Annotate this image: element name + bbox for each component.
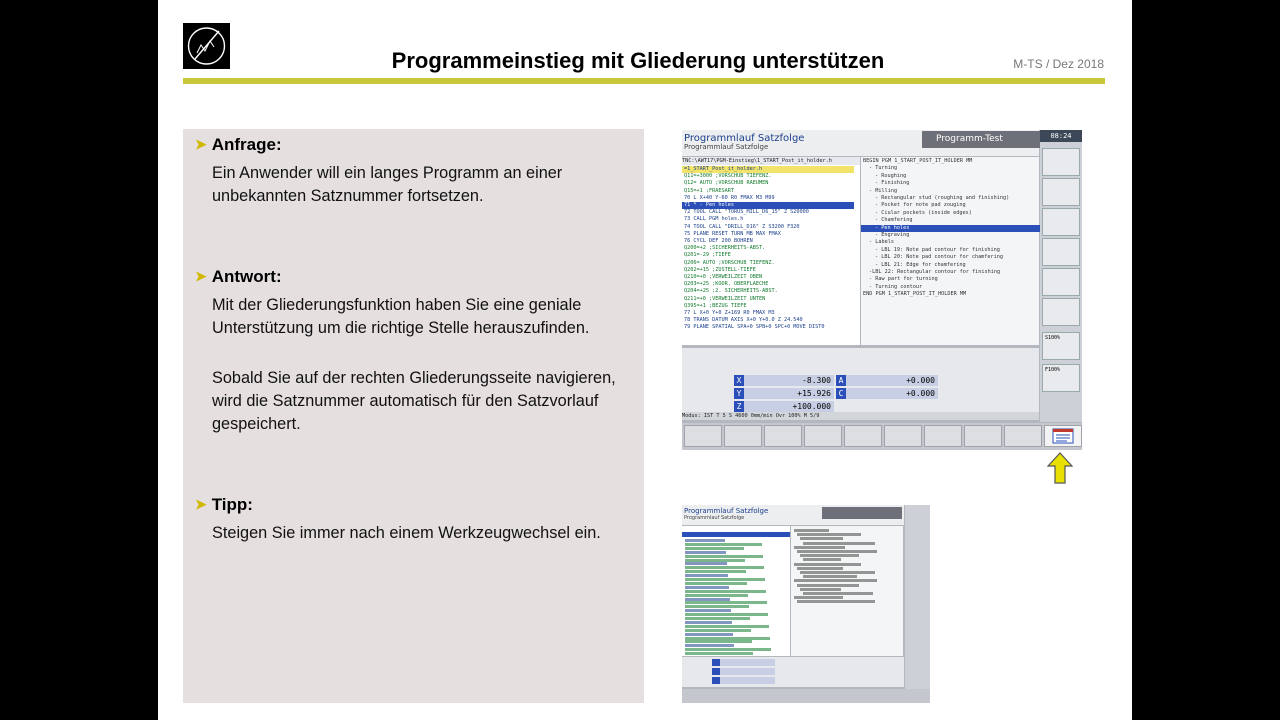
cnc-outline-line: - Engraving [875, 232, 910, 238]
cnc-axis-value: +0.000 [846, 388, 938, 399]
cnc2-header-subtitle: Programmlauf Satzfolge [684, 515, 745, 521]
cnc-outline-panel [861, 157, 1039, 345]
cnc-program-path: TNC:\AWT17\PGM-Einstieg\1_START_Post_it_holder.h [682, 157, 860, 165]
cnc-outline-line: - Turning contour [869, 283, 923, 290]
cnc2-line [685, 547, 744, 550]
cnc-screenshot-main [682, 130, 1082, 450]
cnc2-position-display [682, 657, 904, 687]
cnc2-line [685, 605, 749, 608]
cnc-program-line: Q201=-29 ;TIEFE [684, 252, 731, 259]
cnc-program-line: 74 TOOL CALL "DRILL_D16" Z S3200 F320 [684, 223, 800, 230]
cnc-axis-value: -8.300 [744, 375, 834, 386]
slide [158, 0, 1132, 720]
cnc2-line [685, 648, 771, 651]
cnc2-line [685, 637, 770, 640]
cnc2-line [685, 613, 768, 616]
cnc-axis-label: A [836, 375, 846, 386]
cnc-program-line: Q395=+1 ;BEZUG TIEFE [684, 302, 747, 309]
cnc2-line [685, 578, 765, 581]
cnc-softkey [684, 425, 722, 447]
cnc-outline-line: - Pen holes [861, 225, 1051, 232]
cnc2-line [794, 546, 845, 549]
cnc-softkey [884, 425, 922, 447]
cnc-spindle-override: S100% [1042, 332, 1080, 360]
cnc2-line [685, 539, 725, 542]
cnc-outline-line: - LBL 19: Note pad contour for finishing [875, 246, 1000, 253]
cnc-program-line: 78 TRANS DATUM AXIS X+0 Y+0.0 Z 24.540 [684, 317, 803, 324]
arrow-bullet-icon: ➤ [195, 268, 207, 284]
cnc-axis-value: +0.000 [846, 375, 938, 386]
cnc2-axis-value [720, 668, 775, 675]
cnc2-line [800, 554, 859, 557]
cnc2-line [797, 567, 843, 570]
cnc-softkey-bar [682, 423, 1082, 450]
cnc-outline-line: BEGIN PGM 1_START_POST_IT_HOLDER MM [863, 158, 973, 164]
cnc-side-button [1042, 298, 1080, 326]
cnc-mode-tab: Programm-Test [922, 131, 1040, 148]
cnc-program-line: =1_START_Post_it_holder.h [682, 166, 854, 173]
slide-title: Programmeinstieg mit Gliederung unterstützen [391, 48, 885, 73]
content-box [183, 129, 644, 703]
cnc-axis-label: Y [734, 388, 744, 399]
cnc-outline-line: - Roughing [875, 172, 907, 179]
cnc-softkey [844, 425, 882, 447]
cnc2-line [800, 588, 841, 591]
cnc2-line [797, 600, 875, 603]
cnc2-line [794, 563, 861, 566]
cnc2-line [685, 629, 751, 632]
cnc-side-button [1042, 178, 1080, 206]
cnc2-line [685, 551, 726, 554]
cnc2-line [685, 652, 753, 655]
cnc-softkey [964, 425, 1002, 447]
cnc2-line [794, 579, 877, 582]
cnc2-line [685, 640, 752, 643]
cnc2-line [685, 594, 748, 597]
cnc-side-button [1042, 238, 1080, 266]
cnc2-line [803, 542, 875, 545]
cnc2-mode-tab [822, 507, 902, 519]
cnc-program-line: Q204=+25 ;2. SICHERHEITS-ABST. [684, 288, 778, 295]
cnc2-axis-label [712, 659, 720, 666]
cnc2-axis-label [712, 677, 720, 684]
cnc-outline-line: - LBL 21: Edge for chamfering [875, 261, 966, 268]
cnc2-line [685, 543, 762, 546]
cnc-softkey [1004, 425, 1042, 447]
cnc-status-line: Modus: IST T 5 S 4600 0mm/min Ovr 100% M 5/9 [682, 412, 1039, 420]
cnc2-line [685, 644, 734, 647]
cnc-outline-line: - Labels [869, 239, 894, 246]
section-heading-anfrage: ➤ Anfrage: [195, 135, 282, 154]
cnc-program-line: Q203=+25 ;KOOR. OBERFLAECHE [684, 281, 769, 288]
cnc2-line [685, 586, 729, 589]
cnc2-line [685, 621, 732, 624]
arrow-bullet-icon: ➤ [195, 496, 207, 512]
cnc2-right-softkeys [905, 505, 930, 689]
cnc2-line [794, 529, 829, 532]
cnc-softkey [804, 425, 842, 447]
cnc-program-line: 79 PLANE SPATIAL SPA+0 SPB+0 SPC+0 MOVE DIST0 [684, 324, 825, 331]
cnc-program-line: 71 * - Pen holes [682, 202, 854, 209]
cnc-program-line: 77 L X+0 Y+0 Z+169 R0 FMAX M3 [684, 310, 775, 316]
cnc-right-softkeys [1040, 142, 1082, 422]
cnc-clock: 08:24 [1040, 130, 1082, 142]
cnc-outline-line: - Raw part for turning [869, 276, 938, 283]
cnc2-line [803, 558, 841, 561]
section-text-anfrage: Ein Anwender will ein langes Programm an einer unbekannten Satznummer fortsetzen. [212, 164, 563, 205]
cnc2-line [685, 566, 764, 569]
slide-meta: M-TS / Dez 2018 [1013, 57, 1104, 71]
cnc-program-line: 75 PLANE RESET TURN MB MAX FMAX [684, 230, 781, 237]
cnc2-program-panel [682, 526, 790, 656]
cnc2-line [685, 609, 731, 612]
section-heading-antwort: ➤ Antwort: [195, 267, 282, 286]
cnc2-line [685, 601, 767, 604]
cnc-axis-value: +100.000 [744, 401, 834, 412]
cnc-program-line: Q210=+0 ;VERWEILZEIT OBEN [684, 274, 763, 280]
cnc2-line [685, 617, 750, 620]
cnc-outline-line: - LBL 20: Note pad contour for chamfering [875, 254, 1004, 261]
section-text-tipp: Steigen Sie immer nach einem Werkzeugwechsel ein. [212, 524, 601, 542]
cnc2-outline-panel [791, 526, 903, 656]
cnc-softkey [924, 425, 962, 447]
section-heading-tipp: ➤ Tipp: [195, 495, 253, 514]
up-arrow-icon [1047, 452, 1073, 489]
cnc-program-line: Q211=+0 ;VERWEILZEIT UNTEN [684, 295, 766, 302]
cnc2-line [685, 582, 747, 585]
arrow-bullet-icon: ➤ [195, 136, 207, 152]
cnc-side-button [1042, 208, 1080, 236]
cnc2-selected-line [682, 532, 790, 537]
cnc-outline-line: -LBL 22: Rectangular contour for finishing [869, 269, 1001, 275]
cnc-program-line: 73 CALL PGM holes.h [684, 216, 744, 223]
cnc-program-line: Q202=+15 ;ZUSTELL-TIEFE [684, 266, 756, 273]
cnc-screenshot-secondary [682, 505, 930, 703]
cnc2-line [797, 584, 859, 587]
cnc-program-line: Q11=+3000 ;VORSCHUB TIEFENZ. [684, 173, 772, 180]
cnc-side-button [1042, 148, 1080, 176]
cnc2-line [685, 555, 763, 558]
cnc-axis-label: X [734, 375, 744, 386]
cnc-outline-line: - Pocket for note pad zouging [875, 202, 966, 209]
cnc-program-line: 70 L X+40 Y-60 R0 FMAX M3 M99 [684, 194, 775, 201]
cnc-outline-line: - Turning [869, 165, 898, 172]
cnc2-line [685, 574, 728, 577]
cnc2-line [685, 562, 727, 565]
cnc-outline-line: END PGM 1_START_POST_IT_HOLDER MM [863, 291, 967, 298]
cnc2-line [685, 625, 769, 628]
cnc2-line [800, 537, 843, 540]
cnc2-header-title: Programmlauf Satzfolge [684, 507, 769, 515]
section-text-antwort-1: Mit der Gliederungsfunktion haben Sie eine geniale Unterstützung um die richtige Stelle herauszufinden. [212, 296, 590, 337]
cnc2-line [794, 596, 843, 599]
cnc-outline-line: - Ciular pockets (inside edges) [875, 209, 972, 216]
cnc2-line [685, 633, 733, 636]
cnc-outline-line: - Rectangular stud (roughing and finishing) [875, 195, 1010, 201]
cnc-outline-softkey [1044, 425, 1082, 447]
cnc-header [682, 130, 1039, 156]
cnc2-axis-value [720, 659, 775, 666]
cnc2-line [797, 533, 861, 536]
cnc2-line [685, 598, 730, 601]
cnc2-line [685, 559, 745, 562]
cnc2-line [797, 550, 877, 553]
cnc2-line [803, 592, 873, 595]
title-rule [183, 78, 1105, 84]
cnc2-axis-value [720, 677, 775, 684]
cnc-header-title: Programmlauf Satzfolge [684, 133, 805, 144]
cnc2-line [803, 575, 857, 578]
cnc-softkey [724, 425, 762, 447]
cnc-outline-line: - Milling [869, 187, 898, 194]
cnc-axis-value: +15.926 [744, 388, 834, 399]
cnc-program-line: Q206= AUTO ;VORSCHUB TIEFENZ. [684, 259, 775, 266]
cnc-softkey [764, 425, 802, 447]
cnc-position-display [682, 348, 1039, 420]
section-text-antwort-2: Sobald Sie auf der rechten Gliederungsseite navigieren, wird die Satznummer automatisch für den Satzvorlauf gespeichert. [212, 369, 616, 433]
cnc2-line [800, 571, 875, 574]
company-logo [183, 23, 230, 69]
cnc-outline-line: - Chamfering [875, 217, 913, 224]
cnc-program-panel [682, 157, 860, 345]
cnc2-line [685, 590, 766, 593]
cnc-side-button [1042, 268, 1080, 296]
cnc-header-subtitle: Programmlauf Satzfolge [684, 143, 769, 151]
cnc-axis-label: Z [734, 401, 744, 412]
cnc-axis-label: C [836, 388, 846, 399]
cnc2-line [685, 570, 746, 573]
cnc-program-line: Q12= AUTO ;VORSCHUB RAEUMEN [684, 180, 769, 187]
cnc-feed-override: F100% [1042, 364, 1080, 392]
cnc-program-line: 76 CYCL DEF 200 BOHREN [684, 238, 753, 244]
cnc2-axis-label [712, 668, 720, 675]
cnc2-softkey-bar [682, 689, 930, 703]
cnc-program-line: Q200=+2 ;SICHERHEITS-ABST. [684, 245, 766, 252]
cnc-outline-line: - Finishing [875, 180, 910, 187]
cnc-program-line: Q15=+1 ;FRAESART [684, 187, 734, 194]
cnc-program-line: 72 TOOL CALL "TORUS_MILL_D6_15" Z S20000 [684, 209, 809, 216]
